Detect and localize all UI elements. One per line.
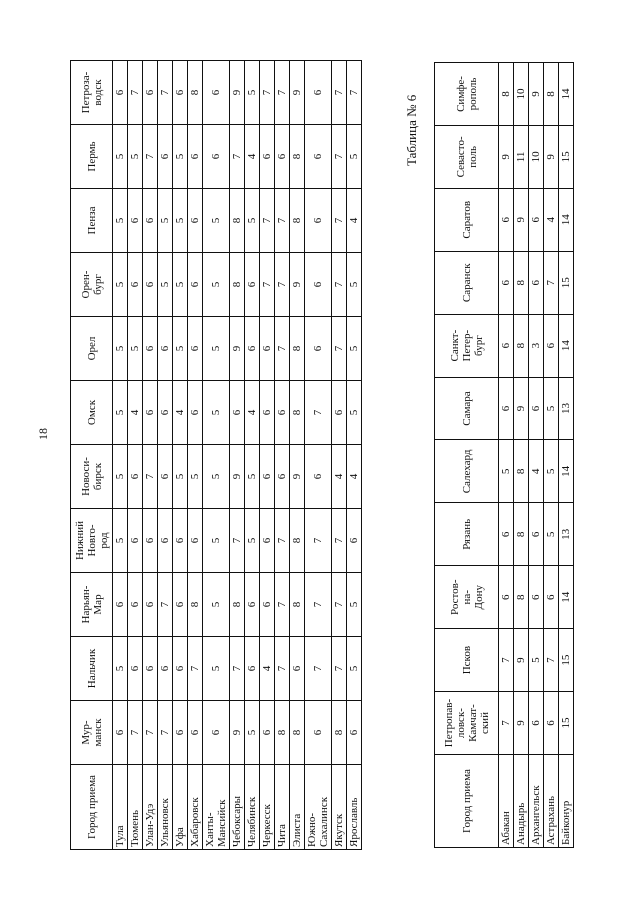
value-cell: 6 bbox=[143, 637, 158, 701]
value-cell: 9 bbox=[290, 445, 305, 509]
value-cell: 6 bbox=[143, 61, 158, 125]
value-cell: 8 bbox=[514, 566, 529, 629]
value-cell: 6 bbox=[260, 701, 275, 765]
value-cell: 7 bbox=[260, 189, 275, 253]
table-row bbox=[245, 61, 260, 850]
value-cell: 7 bbox=[305, 573, 332, 637]
value-cell: 7 bbox=[143, 701, 158, 765]
value-cell: 7 bbox=[544, 251, 559, 314]
table-row bbox=[332, 61, 347, 850]
value-cell: 5 bbox=[113, 445, 128, 509]
value-cell: 6 bbox=[128, 637, 143, 701]
table-6 bbox=[434, 62, 574, 848]
value-cell: 6 bbox=[245, 637, 260, 701]
value-cell: 6 bbox=[499, 314, 514, 377]
value-cell: 7 bbox=[332, 509, 347, 573]
value-cell: 9 bbox=[514, 692, 529, 755]
value-cell: 6 bbox=[158, 445, 173, 509]
value-cell: 6 bbox=[188, 701, 203, 765]
value-cell: 6 bbox=[347, 701, 362, 765]
value-cell: 5 bbox=[203, 253, 230, 317]
column-header: Саратов bbox=[435, 188, 499, 251]
value-cell: 6 bbox=[245, 573, 260, 637]
value-cell: 7 bbox=[128, 61, 143, 125]
value-cell: 8 bbox=[499, 63, 514, 126]
value-cell: 5 bbox=[113, 253, 128, 317]
value-cell: 6 bbox=[305, 125, 332, 189]
value-cell: 4 bbox=[245, 125, 260, 189]
value-cell: 6 bbox=[188, 253, 203, 317]
value-cell: 4 bbox=[173, 381, 188, 445]
value-cell: 4 bbox=[529, 440, 544, 503]
value-cell: 6 bbox=[529, 377, 544, 440]
value-cell: 8 bbox=[290, 701, 305, 765]
value-cell: 9 bbox=[544, 125, 559, 188]
value-cell: 7 bbox=[305, 509, 332, 573]
table-row bbox=[290, 61, 305, 850]
value-cell: 8 bbox=[275, 701, 290, 765]
value-cell: 5 bbox=[203, 445, 230, 509]
value-cell: 5 bbox=[113, 509, 128, 573]
table-6-container bbox=[434, 62, 574, 848]
value-cell: 6 bbox=[544, 566, 559, 629]
city-cell: Архангельск bbox=[529, 755, 544, 848]
value-cell: 6 bbox=[143, 317, 158, 381]
city-cell: Улан-Удэ bbox=[143, 765, 158, 850]
column-header: Ростов- на- Дону bbox=[435, 566, 499, 629]
value-cell: 7 bbox=[332, 573, 347, 637]
value-cell: 6 bbox=[260, 573, 275, 637]
city-cell: Астрахань bbox=[544, 755, 559, 848]
value-cell: 6 bbox=[260, 125, 275, 189]
table-row bbox=[143, 61, 158, 850]
table-row bbox=[173, 61, 188, 850]
value-cell: 15 bbox=[559, 629, 574, 692]
city-cell: Черкесск bbox=[260, 765, 275, 850]
table-row bbox=[113, 61, 128, 850]
value-cell: 6 bbox=[128, 445, 143, 509]
value-cell: 5 bbox=[245, 701, 260, 765]
value-cell: 8 bbox=[290, 509, 305, 573]
value-cell: 6 bbox=[499, 188, 514, 251]
city-cell: Южно- Сахалинск bbox=[305, 765, 332, 850]
value-cell: 7 bbox=[275, 61, 290, 125]
city-cell: Анадырь bbox=[514, 755, 529, 848]
value-cell: 8 bbox=[290, 381, 305, 445]
table-row bbox=[529, 63, 544, 848]
value-cell: 6 bbox=[499, 251, 514, 314]
value-cell: 7 bbox=[158, 573, 173, 637]
value-cell: 6 bbox=[529, 251, 544, 314]
value-cell: 6 bbox=[173, 637, 188, 701]
value-cell: 6 bbox=[347, 509, 362, 573]
column-header: Нижний Новго- род bbox=[71, 509, 113, 573]
table-row bbox=[230, 61, 245, 850]
value-cell: 6 bbox=[275, 381, 290, 445]
value-cell: 5 bbox=[158, 253, 173, 317]
value-cell: 6 bbox=[305, 189, 332, 253]
value-cell: 6 bbox=[305, 701, 332, 765]
value-cell: 6 bbox=[143, 253, 158, 317]
value-cell: 6 bbox=[332, 381, 347, 445]
value-cell: 14 bbox=[559, 63, 574, 126]
value-cell: 15 bbox=[559, 251, 574, 314]
value-cell: 5 bbox=[203, 637, 230, 701]
table-row bbox=[347, 61, 362, 850]
city-cell: Абакан bbox=[499, 755, 514, 848]
value-cell: 9 bbox=[290, 61, 305, 125]
value-cell: 6 bbox=[245, 317, 260, 381]
value-cell: 5 bbox=[544, 377, 559, 440]
value-cell: 5 bbox=[203, 317, 230, 381]
city-cell: Уфа bbox=[173, 765, 188, 850]
value-cell: 9 bbox=[290, 253, 305, 317]
city-cell: Хабаровск bbox=[188, 765, 203, 850]
table-row bbox=[128, 61, 143, 850]
value-cell: 6 bbox=[128, 573, 143, 637]
value-cell: 7 bbox=[305, 637, 332, 701]
table-5-container bbox=[70, 60, 362, 850]
value-cell: 8 bbox=[514, 251, 529, 314]
value-cell: 7 bbox=[544, 629, 559, 692]
value-cell: 6 bbox=[113, 61, 128, 125]
value-cell: 13 bbox=[559, 503, 574, 566]
value-cell: 6 bbox=[128, 189, 143, 253]
value-cell: 6 bbox=[203, 701, 230, 765]
value-cell: 7 bbox=[275, 573, 290, 637]
value-cell: 4 bbox=[245, 381, 260, 445]
value-cell: 5 bbox=[173, 189, 188, 253]
value-cell: 3 bbox=[529, 314, 544, 377]
value-cell: 14 bbox=[559, 314, 574, 377]
city-cell: Челябинск bbox=[245, 765, 260, 850]
value-cell: 5 bbox=[128, 317, 143, 381]
value-cell: 8 bbox=[332, 701, 347, 765]
value-cell: 6 bbox=[305, 317, 332, 381]
value-cell: 5 bbox=[113, 381, 128, 445]
value-cell: 6 bbox=[529, 566, 544, 629]
value-cell: 7 bbox=[275, 253, 290, 317]
value-cell: 5 bbox=[347, 125, 362, 189]
column-header: Петропав- ловск- Камчат- ский bbox=[435, 692, 499, 755]
value-cell: 4 bbox=[347, 189, 362, 253]
city-cell: Ярославль bbox=[347, 765, 362, 850]
column-header: Новоси- бирск bbox=[71, 445, 113, 509]
column-header: Омск bbox=[71, 381, 113, 445]
column-header: Салехард bbox=[435, 440, 499, 503]
value-cell: 6 bbox=[188, 125, 203, 189]
value-cell: 5 bbox=[113, 125, 128, 189]
value-cell: 6 bbox=[173, 61, 188, 125]
value-cell: 7 bbox=[332, 61, 347, 125]
city-cell: Элиста bbox=[290, 765, 305, 850]
value-cell: 14 bbox=[559, 566, 574, 629]
column-header: Севасто- поль bbox=[435, 125, 499, 188]
value-cell: 5 bbox=[128, 125, 143, 189]
value-cell: 7 bbox=[158, 701, 173, 765]
value-cell: 5 bbox=[245, 61, 260, 125]
column-header: Симфе- рополь bbox=[435, 63, 499, 126]
value-cell: 9 bbox=[230, 701, 245, 765]
value-cell: 5 bbox=[245, 509, 260, 573]
value-cell: 8 bbox=[188, 573, 203, 637]
value-cell: 6 bbox=[260, 445, 275, 509]
value-cell: 6 bbox=[143, 381, 158, 445]
value-cell: 5 bbox=[113, 317, 128, 381]
value-cell: 7 bbox=[143, 445, 158, 509]
page-number: 18 bbox=[36, 428, 50, 440]
table-row bbox=[188, 61, 203, 850]
header-city: Город приема bbox=[435, 755, 499, 848]
table-row bbox=[499, 63, 514, 848]
value-cell: 6 bbox=[203, 61, 230, 125]
value-cell: 6 bbox=[260, 317, 275, 381]
value-cell: 8 bbox=[514, 314, 529, 377]
value-cell: 6 bbox=[260, 509, 275, 573]
value-cell: 5 bbox=[544, 440, 559, 503]
value-cell: 6 bbox=[143, 189, 158, 253]
value-cell: 5 bbox=[173, 317, 188, 381]
value-cell: 9 bbox=[230, 61, 245, 125]
value-cell: 6 bbox=[245, 253, 260, 317]
value-cell: 6 bbox=[529, 503, 544, 566]
city-cell: Тюмень bbox=[128, 765, 143, 850]
value-cell: 15 bbox=[559, 692, 574, 755]
city-cell: Байконур bbox=[559, 755, 574, 848]
column-header: Нарьян- Мар bbox=[71, 573, 113, 637]
value-cell: 7 bbox=[260, 61, 275, 125]
value-cell: 6 bbox=[188, 317, 203, 381]
value-cell: 7 bbox=[499, 692, 514, 755]
value-cell: 7 bbox=[230, 125, 245, 189]
value-cell: 6 bbox=[113, 573, 128, 637]
value-cell: 6 bbox=[113, 701, 128, 765]
table-row bbox=[203, 61, 230, 850]
value-cell: 6 bbox=[305, 253, 332, 317]
column-header: Орен- бург bbox=[71, 253, 113, 317]
value-cell: 6 bbox=[499, 566, 514, 629]
value-cell: 8 bbox=[230, 253, 245, 317]
value-cell: 9 bbox=[514, 629, 529, 692]
value-cell: 6 bbox=[188, 381, 203, 445]
value-cell: 6 bbox=[143, 573, 158, 637]
value-cell: 5 bbox=[245, 445, 260, 509]
value-cell: 5 bbox=[203, 189, 230, 253]
value-cell: 5 bbox=[499, 440, 514, 503]
value-cell: 6 bbox=[305, 445, 332, 509]
table-row bbox=[514, 63, 529, 848]
value-cell: 7 bbox=[230, 637, 245, 701]
value-cell: 5 bbox=[113, 637, 128, 701]
value-cell: 5 bbox=[347, 381, 362, 445]
value-cell: 6 bbox=[260, 381, 275, 445]
value-cell: 6 bbox=[173, 509, 188, 573]
value-cell: 5 bbox=[347, 253, 362, 317]
value-cell: 7 bbox=[128, 701, 143, 765]
column-header: Рязань bbox=[435, 503, 499, 566]
value-cell: 7 bbox=[332, 125, 347, 189]
value-cell: 5 bbox=[544, 503, 559, 566]
value-cell: 5 bbox=[529, 629, 544, 692]
value-cell: 6 bbox=[499, 377, 514, 440]
value-cell: 7 bbox=[275, 509, 290, 573]
value-cell: 6 bbox=[158, 317, 173, 381]
value-cell: 7 bbox=[230, 509, 245, 573]
value-cell: 5 bbox=[347, 573, 362, 637]
value-cell: 7 bbox=[332, 189, 347, 253]
value-cell: 8 bbox=[290, 573, 305, 637]
value-cell: 9 bbox=[230, 445, 245, 509]
city-cell: Ханты- Мансийск bbox=[203, 765, 230, 850]
column-header: Орел bbox=[71, 317, 113, 381]
value-cell: 5 bbox=[113, 189, 128, 253]
table-5 bbox=[70, 60, 362, 850]
value-cell: 6 bbox=[143, 509, 158, 573]
value-cell: 5 bbox=[203, 381, 230, 445]
value-cell: 7 bbox=[332, 637, 347, 701]
value-cell: 4 bbox=[544, 188, 559, 251]
city-cell: Чебоксары bbox=[230, 765, 245, 850]
value-cell: 5 bbox=[245, 189, 260, 253]
value-cell: 6 bbox=[529, 692, 544, 755]
value-cell: 8 bbox=[544, 63, 559, 126]
value-cell: 7 bbox=[143, 125, 158, 189]
column-header: Самара bbox=[435, 377, 499, 440]
value-cell: 13 bbox=[559, 377, 574, 440]
value-cell: 9 bbox=[230, 317, 245, 381]
table-row bbox=[158, 61, 173, 850]
value-cell: 5 bbox=[173, 445, 188, 509]
value-cell: 6 bbox=[230, 381, 245, 445]
value-cell: 8 bbox=[514, 440, 529, 503]
column-header: Псков bbox=[435, 629, 499, 692]
value-cell: 7 bbox=[305, 381, 332, 445]
value-cell: 6 bbox=[173, 701, 188, 765]
value-cell: 7 bbox=[332, 253, 347, 317]
value-cell: 4 bbox=[260, 637, 275, 701]
value-cell: 10 bbox=[529, 125, 544, 188]
value-cell: 6 bbox=[544, 692, 559, 755]
value-cell: 6 bbox=[173, 573, 188, 637]
value-cell: 6 bbox=[158, 509, 173, 573]
city-cell: Якутск bbox=[332, 765, 347, 850]
value-cell: 9 bbox=[499, 125, 514, 188]
value-cell: 8 bbox=[188, 61, 203, 125]
value-cell: 6 bbox=[290, 637, 305, 701]
value-cell: 8 bbox=[514, 503, 529, 566]
value-cell: 9 bbox=[529, 63, 544, 126]
value-cell: 6 bbox=[305, 61, 332, 125]
value-cell: 6 bbox=[158, 637, 173, 701]
value-cell: 9 bbox=[514, 377, 529, 440]
value-cell: 6 bbox=[499, 503, 514, 566]
value-cell: 6 bbox=[188, 509, 203, 573]
value-cell: 6 bbox=[203, 125, 230, 189]
column-header: Саранск bbox=[435, 251, 499, 314]
value-cell: 8 bbox=[290, 189, 305, 253]
value-cell: 7 bbox=[275, 637, 290, 701]
value-cell: 9 bbox=[514, 188, 529, 251]
value-cell: 5 bbox=[347, 317, 362, 381]
value-cell: 8 bbox=[230, 189, 245, 253]
value-cell: 5 bbox=[203, 509, 230, 573]
value-cell: 6 bbox=[158, 125, 173, 189]
value-cell: 8 bbox=[290, 125, 305, 189]
value-cell: 4 bbox=[128, 381, 143, 445]
column-header: Нальчик bbox=[71, 637, 113, 701]
table-row bbox=[305, 61, 332, 850]
value-cell: 5 bbox=[173, 253, 188, 317]
value-cell: 7 bbox=[158, 61, 173, 125]
table-row bbox=[544, 63, 559, 848]
value-cell: 6 bbox=[275, 445, 290, 509]
table-row bbox=[275, 61, 290, 850]
value-cell: 5 bbox=[203, 573, 230, 637]
value-cell: 6 bbox=[128, 509, 143, 573]
value-cell: 11 bbox=[514, 125, 529, 188]
value-cell: 6 bbox=[529, 188, 544, 251]
value-cell: 5 bbox=[158, 189, 173, 253]
city-cell: Чита bbox=[275, 765, 290, 850]
value-cell: 14 bbox=[559, 188, 574, 251]
value-cell: 5 bbox=[347, 637, 362, 701]
city-cell: Ульяновск bbox=[158, 765, 173, 850]
value-cell: 7 bbox=[188, 637, 203, 701]
header-city: Город приема bbox=[71, 765, 113, 850]
value-cell: 7 bbox=[275, 317, 290, 381]
column-header: Мур- манск bbox=[71, 701, 113, 765]
table-row bbox=[260, 61, 275, 850]
value-cell: 6 bbox=[544, 314, 559, 377]
value-cell: 15 bbox=[559, 125, 574, 188]
value-cell: 7 bbox=[275, 189, 290, 253]
column-header: Пермь bbox=[71, 125, 113, 189]
value-cell: 8 bbox=[230, 573, 245, 637]
value-cell: 7 bbox=[347, 61, 362, 125]
table-row bbox=[559, 63, 574, 848]
value-cell: 10 bbox=[514, 63, 529, 126]
value-cell: 5 bbox=[173, 125, 188, 189]
value-cell: 7 bbox=[332, 317, 347, 381]
value-cell: 14 bbox=[559, 440, 574, 503]
city-cell: Тула bbox=[113, 765, 128, 850]
table-6-caption: Таблица № 6 bbox=[404, 94, 419, 166]
column-header: Санкт- Петер- бург bbox=[435, 314, 499, 377]
value-cell: 5 bbox=[188, 445, 203, 509]
value-cell: 7 bbox=[499, 629, 514, 692]
column-header: Пенза bbox=[71, 189, 113, 253]
value-cell: 4 bbox=[332, 445, 347, 509]
column-header: Петроза- водск bbox=[71, 61, 113, 125]
value-cell: 6 bbox=[158, 381, 173, 445]
value-cell: 6 bbox=[275, 125, 290, 189]
value-cell: 6 bbox=[128, 253, 143, 317]
value-cell: 4 bbox=[347, 445, 362, 509]
value-cell: 6 bbox=[188, 189, 203, 253]
value-cell: 8 bbox=[290, 317, 305, 381]
value-cell: 7 bbox=[260, 253, 275, 317]
